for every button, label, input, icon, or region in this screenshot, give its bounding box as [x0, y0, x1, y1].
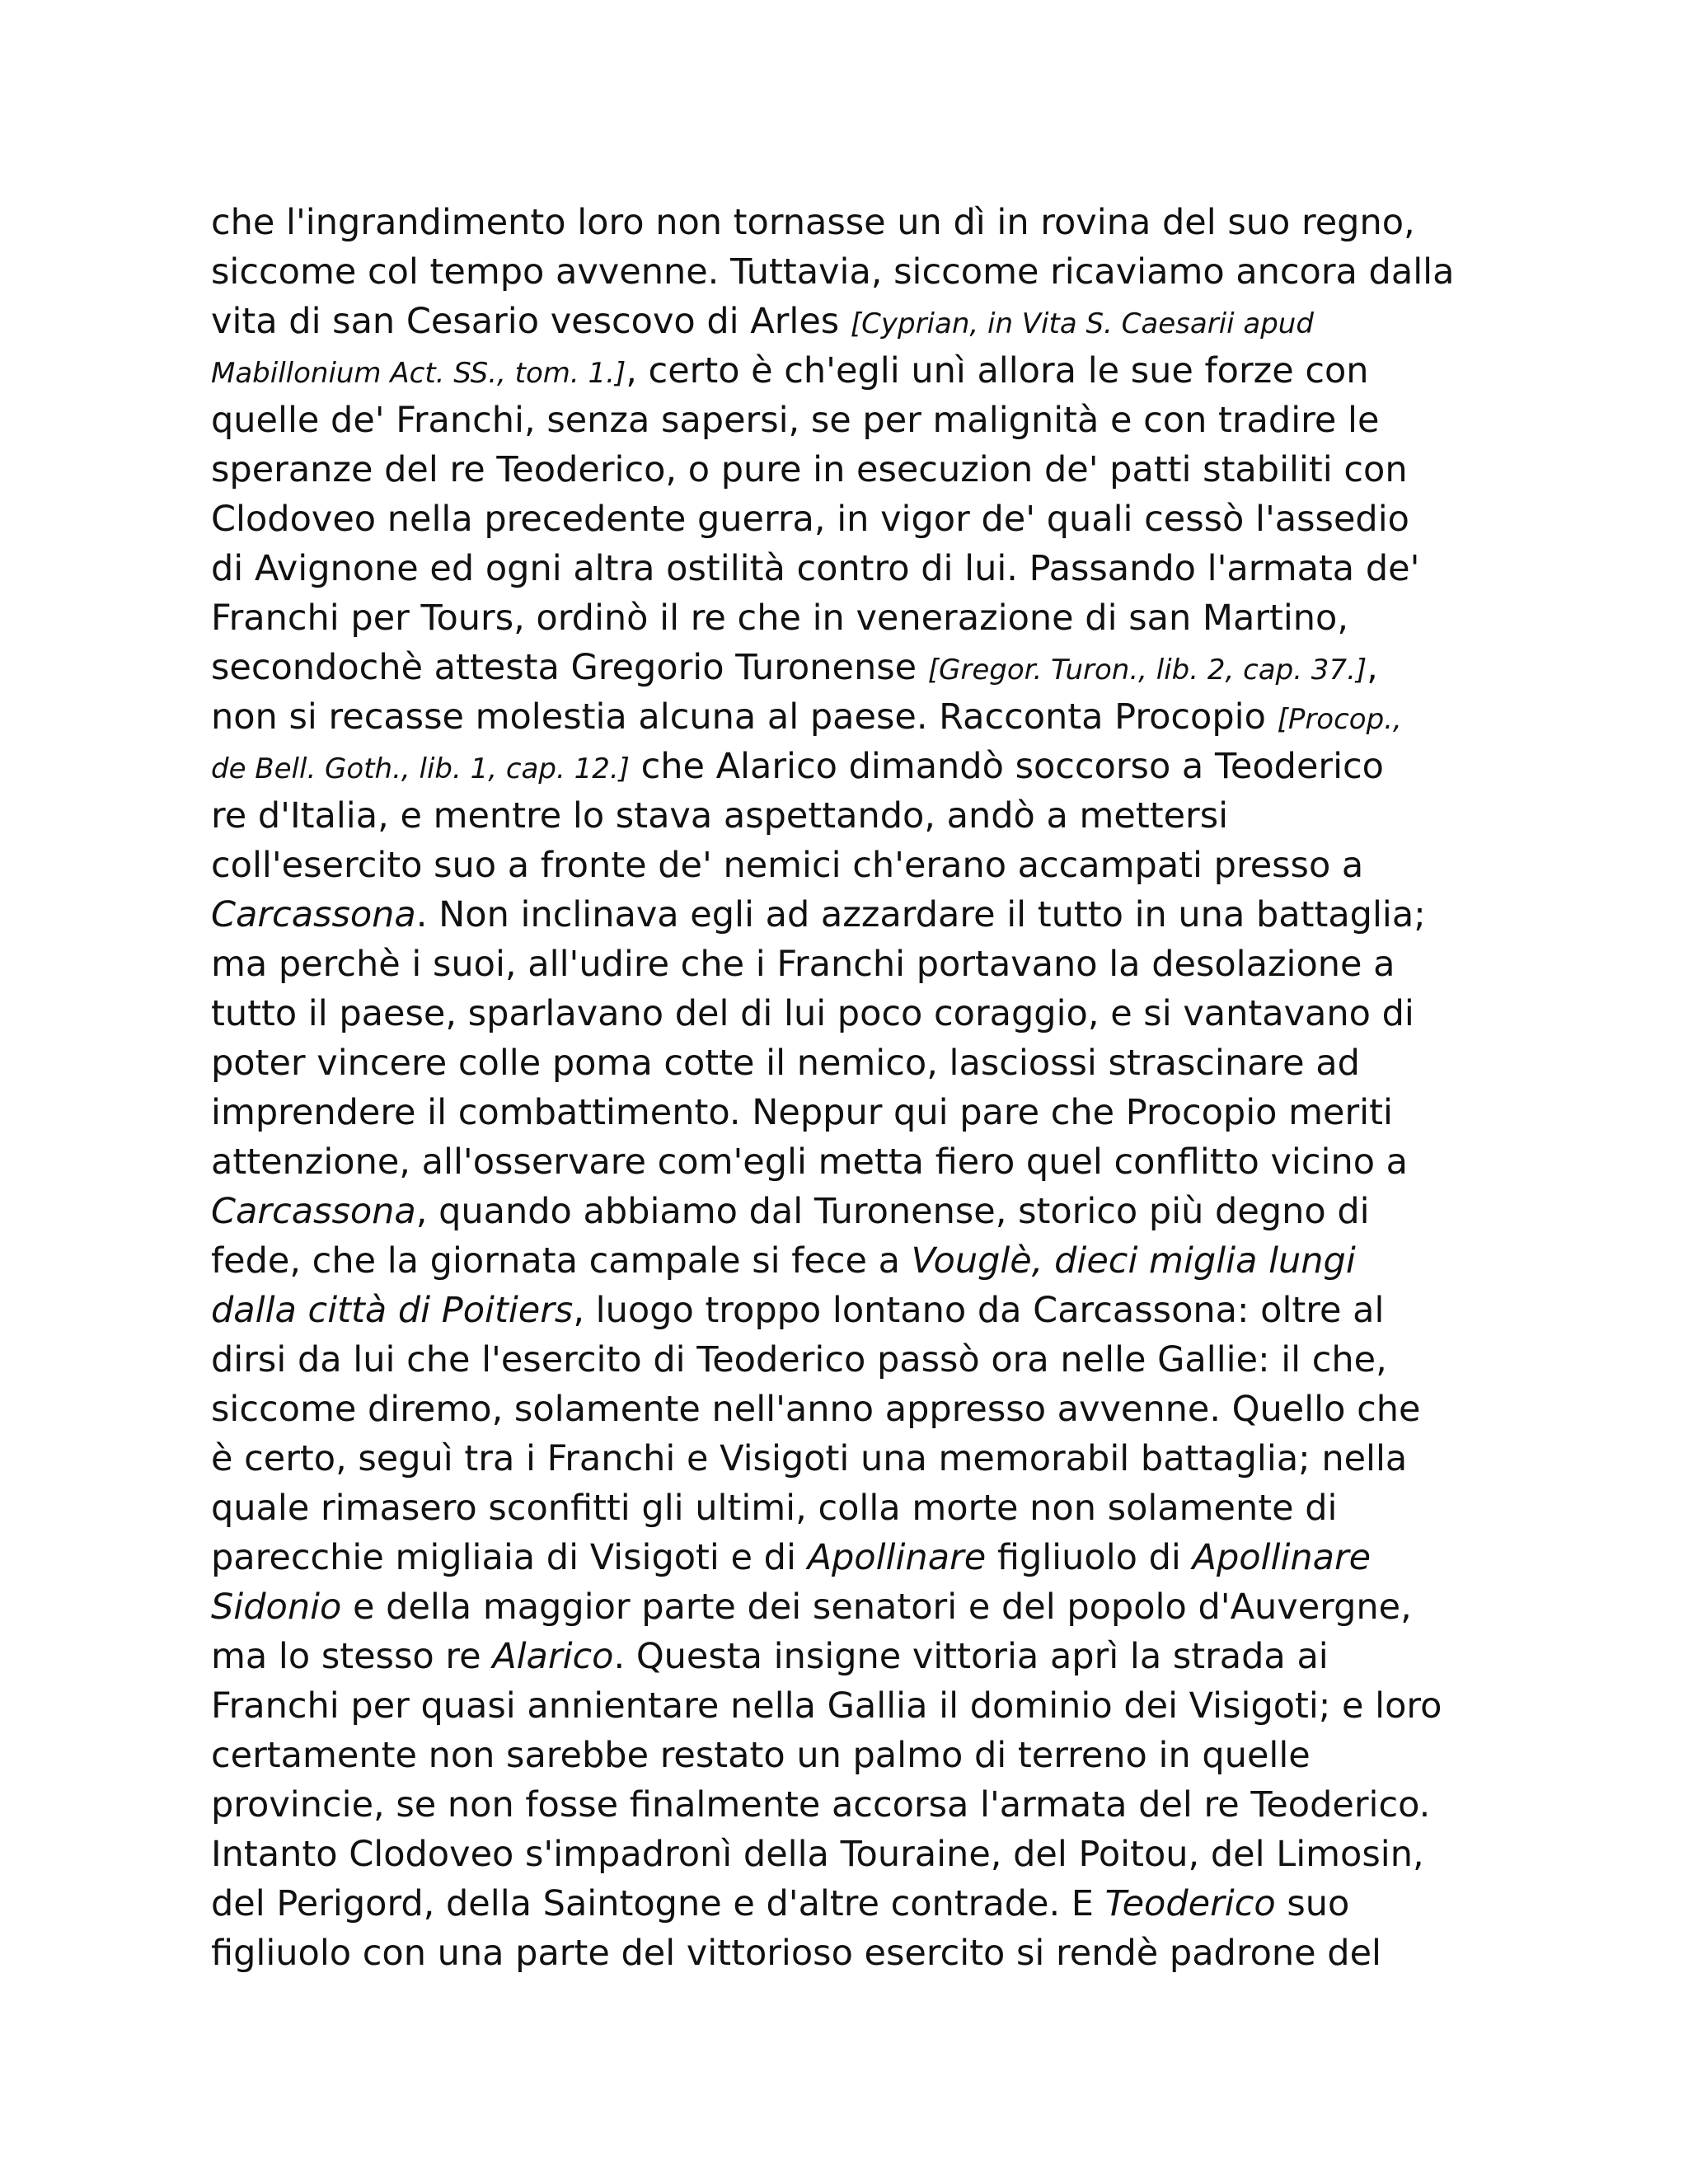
text-segment: del Perigord, della Saintogne e d'altre contrade. E: [211, 1883, 1105, 1924]
text-segment: siccome diremo, solamente nell'anno appresso avvenne. Quello che: [211, 1389, 1421, 1430]
text-line: [211, 445, 1477, 494]
text-segment: vita di san Cesario vescovo di Arles: [211, 301, 851, 342]
text-line: [211, 1830, 1477, 1879]
text-line: [211, 1385, 1477, 1434]
text-segment: poter vincere colle poma cotte il nemico, lasciossi strascinare ad: [211, 1043, 1360, 1084]
italic-text: dalla città di Poitiers: [211, 1290, 574, 1331]
text-segment: di Avignone ed ogni altra ostilità contro di lui. Passando l'armata de': [211, 548, 1420, 589]
text-segment: provincie, se non fosse finalmente accorsa l'armata del re Teoderico.: [211, 1784, 1431, 1825]
text-segment: imprendere il combattimento. Neppur qui pare che Procopio meriti: [211, 1092, 1393, 1133]
text-segment: speranze del re Teoderico, o pure in esecuzion de' patti stabiliti con: [211, 449, 1408, 490]
italic-text: Carcassona: [211, 894, 416, 935]
text-line: [211, 198, 1477, 247]
text-line: [211, 1879, 1477, 1929]
citation-reference: de Bell. Goth., lib. 1, cap. 12.]: [211, 752, 630, 785]
italic-text: Teoderico: [1104, 1883, 1276, 1924]
text-line: [211, 890, 1477, 940]
text-segment: ,: [1367, 647, 1378, 688]
text-line: [211, 1780, 1477, 1830]
text-segment: secondochè attesta Gregorio Turonense: [211, 647, 928, 688]
text-line: [211, 742, 1477, 791]
text-segment: fede, che la giornata campale si fece a: [211, 1240, 912, 1282]
text-line: [211, 1434, 1477, 1483]
text-line: [211, 346, 1477, 396]
text-segment: Franchi per Tours, ordinò il re che in venerazione di san Martino,: [211, 598, 1349, 639]
citation-reference: Mabillonium Act. SS., tom. 1.]: [211, 357, 626, 390]
text-line: [211, 643, 1477, 692]
text-line: [211, 1731, 1477, 1780]
text-line: [211, 940, 1477, 989]
citation-reference: [Gregor. Turon., lib. 2, cap. 37.]: [927, 654, 1367, 687]
text-segment: attenzione, all'osservare com'egli metta fiero quel conflitto vicino a: [211, 1141, 1409, 1183]
text-line: [211, 692, 1477, 742]
text-segment: ma perchè i suoi, all'udire che i Franchi portavano la desolazione a: [211, 944, 1395, 985]
text-segment: tutto il paese, sparlavano del di lui poco coraggio, e si vantavano di: [211, 993, 1414, 1034]
text-segment: figliuolo con una parte del vittorioso esercito si rendè padrone del: [211, 1933, 1381, 1974]
text-segment: re d'Italia, e mentre lo stava aspettando, andò a mettersi: [211, 795, 1229, 837]
text-segment: è certo, seguì tra i Franchi e Visigoti una memorabil battaglia; nella: [211, 1438, 1408, 1479]
citation-reference: [Procop.,: [1277, 703, 1402, 736]
text-segment: suo: [1275, 1883, 1350, 1924]
text-line: [211, 593, 1477, 643]
text-segment: , quando abbiamo dal Turonense, storico più degno di: [415, 1191, 1370, 1232]
text-line: [211, 1187, 1477, 1236]
text-segment: e della maggior parte dei senatori e del popolo d'Auvergne,: [341, 1586, 1412, 1628]
text-line: [211, 1038, 1477, 1088]
text-segment: . Non inclinava egli ad azzardare il tutto in una battaglia;: [415, 894, 1426, 935]
text-segment: parecchie migliaia di Visigoti e di: [211, 1537, 808, 1578]
text-line: [211, 989, 1477, 1038]
text-line: [211, 494, 1477, 544]
text-segment: Intanto Clodoveo s'impadronì della Touraine, del Poitou, del Limosin,: [211, 1834, 1424, 1875]
italic-text: Carcassona: [211, 1191, 416, 1232]
text-line: [211, 1929, 1477, 1978]
italic-text: Apollinare: [807, 1537, 987, 1578]
italic-text: Apollinare: [1192, 1537, 1372, 1578]
text-line: [211, 544, 1477, 593]
text-line: [211, 1632, 1477, 1681]
text-line: [211, 297, 1477, 346]
text-segment: che l'ingrandimento loro non tornasse un dì in rovina del suo regno,: [211, 202, 1415, 243]
text-line: [211, 1681, 1477, 1731]
text-line: [211, 1137, 1477, 1187]
text-segment: dirsi da lui che l'esercito di Teoderico passò ora nelle Gallie: il che,: [211, 1339, 1387, 1380]
text-line: [211, 1236, 1477, 1286]
text-segment: quelle de' Franchi, senza sapersi, se per malignità e con tradire le: [211, 400, 1380, 441]
text-line: [211, 1533, 1477, 1582]
text-line: [211, 1088, 1477, 1137]
italic-text: Vouglè, dieci miglia lungi: [911, 1240, 1356, 1282]
text-line: [211, 1483, 1477, 1533]
text-line: [211, 791, 1477, 841]
text-segment: , luogo troppo lontano da Carcassona: oltre al: [573, 1290, 1385, 1331]
text-line: [211, 247, 1477, 297]
text-segment: , certo è ch'egli unì allora le sue forze con: [626, 350, 1369, 391]
text-segment: che Alarico dimandò soccorso a Teoderico: [629, 746, 1384, 787]
text-segment: figliuolo di: [986, 1537, 1193, 1578]
italic-text: Alarico: [492, 1636, 614, 1677]
body-text: [211, 198, 1477, 1978]
text-segment: ma lo stesso re: [211, 1636, 493, 1677]
text-segment: certamente non sarebbe restato un palmo di terreno in quelle: [211, 1735, 1311, 1776]
text-segment: non si recasse molestia alcuna al paese. Racconta Procopio: [211, 696, 1278, 738]
text-line: [211, 1335, 1477, 1385]
text-line: [211, 1582, 1477, 1632]
text-segment: siccome col tempo avvenne. Tuttavia, siccome ricaviamo ancora dalla: [211, 251, 1455, 293]
citation-reference: [Cyprian, in Vita S. Caesarii apud: [850, 307, 1314, 340]
text-line: [211, 1286, 1477, 1335]
text-segment: coll'esercito suo a fronte de' nemici ch'erano accampati presso a: [211, 845, 1364, 886]
text-segment: Clodoveo nella precedente guerra, in vigor de' quali cessò l'assedio: [211, 499, 1409, 540]
text-segment: Franchi per quasi annientare nella Gallia il dominio dei Visigoti; e loro: [211, 1685, 1442, 1727]
text-line: [211, 841, 1477, 890]
italic-text: Sidonio: [211, 1586, 342, 1628]
text-line: [211, 396, 1477, 445]
text-segment: . Questa insigne vittoria aprì la strada ai: [613, 1636, 1329, 1677]
text-segment: quale rimasero sconfitti gli ultimi, colla morte non solamente di: [211, 1488, 1338, 1529]
